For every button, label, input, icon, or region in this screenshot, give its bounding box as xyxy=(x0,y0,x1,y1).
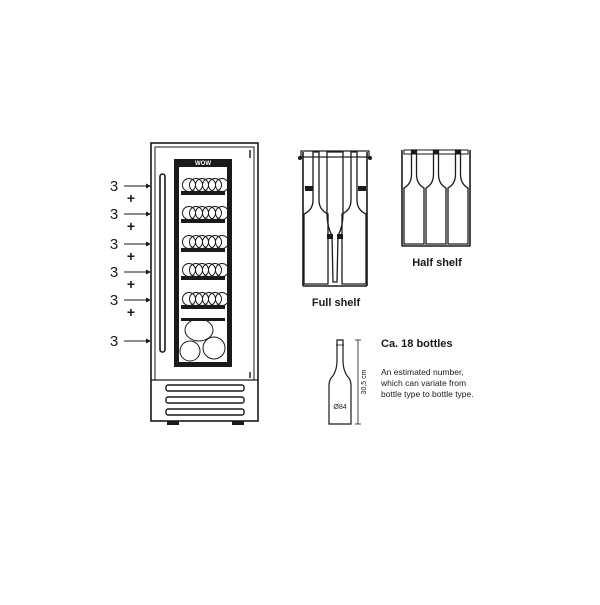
left-clip xyxy=(298,156,302,160)
bottle-label-band xyxy=(337,234,343,239)
half-shelf-bottle xyxy=(426,150,446,244)
right-clip xyxy=(368,156,372,160)
wine-cooler-front-view xyxy=(151,143,258,425)
shelf-count-labels xyxy=(110,178,151,350)
shelf-plus-sign: + xyxy=(126,304,136,320)
bottle-cap xyxy=(411,150,417,154)
full-shelf-illustration xyxy=(298,151,372,286)
left-foot xyxy=(167,421,179,425)
shelf-front-bar xyxy=(181,305,225,309)
shelf-plus-sign: + xyxy=(126,248,136,264)
shelf-bottle-count: 3 xyxy=(109,178,119,195)
bottle-label-band xyxy=(358,186,366,191)
shelf-bottle-count: 3 xyxy=(109,333,119,350)
shelf-front-bar xyxy=(181,248,225,252)
bottle-diameter-label: Ø84 xyxy=(333,404,347,411)
shelf-plus-sign: + xyxy=(126,190,136,206)
capacity-title: Ca. 18 bottles xyxy=(381,338,453,350)
shelf-bottle-count: 3 xyxy=(109,236,119,253)
bottle-dimension-drawing xyxy=(329,340,368,424)
half-shelf-bottle xyxy=(404,150,424,244)
shelf-plus-sign: + xyxy=(126,276,136,292)
shelf-front-bar xyxy=(181,276,225,280)
shelf-front-bar xyxy=(181,191,225,195)
shelf-bottle-count: 3 xyxy=(109,292,119,309)
full-shelf-label: Full shelf xyxy=(311,297,361,309)
shelf-front-bar xyxy=(181,318,225,321)
shelf-front-bar xyxy=(181,219,225,223)
vent-slot-2 xyxy=(166,397,244,403)
reference-bottle-outline xyxy=(329,340,351,424)
bottle-cap xyxy=(455,150,461,154)
bottle-cap xyxy=(433,150,439,154)
capacity-description-line-1: An estimated number, xyxy=(381,367,464,377)
half-shelf-bottles xyxy=(404,150,468,244)
full-shelf-bottle-inverted xyxy=(327,152,343,282)
vent-slot-3 xyxy=(166,409,244,415)
capacity-description-line-2: which can variate from xyxy=(381,378,467,388)
bottle-label-band xyxy=(327,234,333,239)
capacity-description-line-3: bottle type to bottle type. xyxy=(381,389,474,399)
half-shelf-label: Half shelf xyxy=(412,257,462,269)
right-foot xyxy=(232,421,244,425)
half-shelf-illustration xyxy=(402,150,470,246)
full-shelf-bottle xyxy=(304,152,328,284)
half-shelf-bottle xyxy=(448,150,468,244)
shelf-bottle-count: 3 xyxy=(109,264,119,281)
shelf-bottle-count: 3 xyxy=(109,206,119,223)
full-shelf-bottles xyxy=(304,152,366,284)
full-shelf-bottle xyxy=(342,152,366,284)
shelf-plus-sign: + xyxy=(126,218,136,234)
vent-slot-1 xyxy=(166,385,244,391)
door-handle xyxy=(160,174,165,352)
bottle-label-band xyxy=(305,186,313,191)
brand-logo: WOW xyxy=(195,161,211,167)
bottle-height-label: 30,5 cm xyxy=(361,369,368,395)
